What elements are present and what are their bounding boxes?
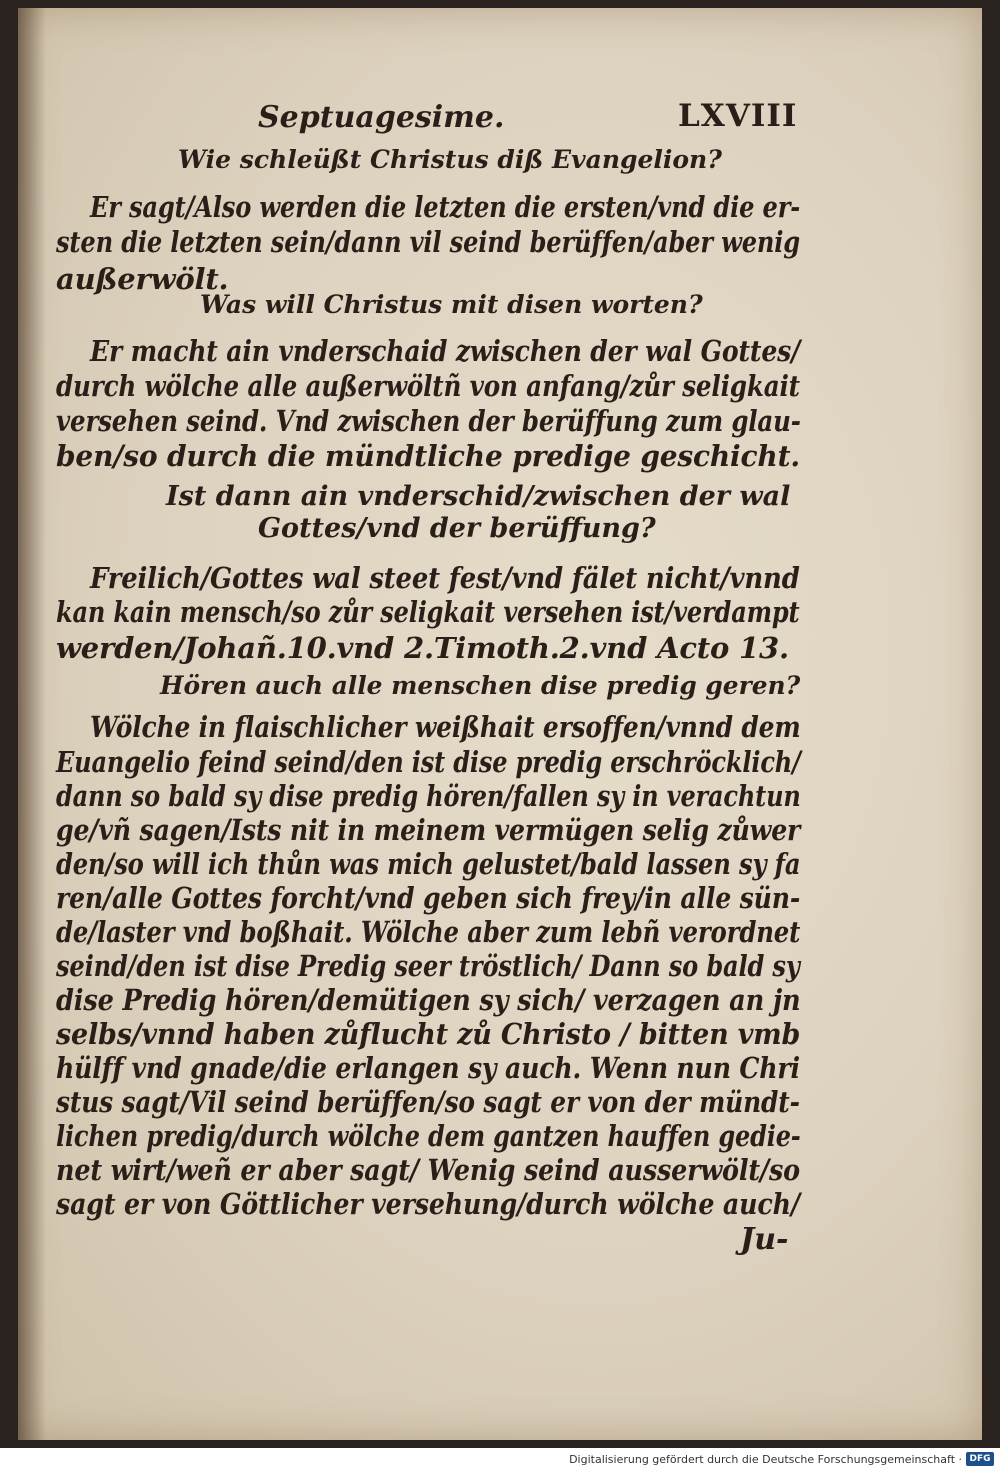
- page-gutter-shadow: [18, 8, 46, 1440]
- folio-number: LXVIII: [678, 98, 798, 134]
- catchword: Ju-: [740, 1222, 789, 1257]
- text-line: stus sagt/Vil seind berüffen/so sagt er von der mündt-: [56, 1085, 800, 1119]
- text-line: selbs/vnnd haben zůflucht zů Christo / bitten vmb: [56, 1017, 801, 1051]
- text-line: durch wölche alle außerwöltñ von anfang/zůr seligkait: [56, 369, 800, 403]
- text-line: lichen predig/durch wölche dem gantzen hauffen gedie-: [56, 1119, 801, 1153]
- question-3: Ist dann ain vnderschid/zwischen der wal: [166, 481, 791, 512]
- text-line: Er macht ain vnderschaid zwischen der wal Gottes/: [90, 334, 801, 368]
- text-line: ge/vñ sagen/Ists nit in meinem vermügen selig zůwer: [56, 813, 801, 847]
- text-line: außerwölt.: [56, 262, 229, 296]
- text-line: Euangelio feind seind/den ist dise predig erschröcklich/: [56, 745, 801, 779]
- text-line: ren/alle Gottes forcht/vnd geben sich frey/in alle sün-: [56, 881, 801, 915]
- text-line: den/so will ich thůn was mich gelustet/bald lassen sy fa: [56, 847, 801, 881]
- text-line: dann so bald sy dise predig hören/fallen sy in verachtun: [56, 779, 801, 813]
- text-line: versehen seind. Vnd zwischen der berüffung zum glau-: [56, 404, 801, 438]
- text-line: werden/Johañ.10.vnd 2.Timoth.2.vnd Acto 13.: [56, 631, 789, 665]
- footer-credit: Digitalisierung gefördert durch die Deutsche Forschungsgemeinschaft ·: [569, 1453, 962, 1466]
- text-line: hülff vnd gnade/die erlangen sy auch. Wenn nun Chri: [56, 1051, 800, 1085]
- question-3-cont: Gottes/vnd der berüffung?: [258, 513, 656, 544]
- text-line: Er sagt/Also werden die letzten die ersten/vnd die er-: [90, 190, 801, 224]
- text-line: net wirt/weñ er aber sagt/ Wenig seind ausserwölt/so: [56, 1153, 800, 1187]
- text-line: sagt er von Göttlicher versehung/durch wölche auch/: [56, 1187, 800, 1221]
- question-4: Hören auch alle menschen dise predig geren?: [160, 671, 801, 700]
- footer-bar: [0, 1448, 1000, 1472]
- text-line: Freilich/Gottes wal steet fest/vnd fälet nicht/vnnd: [90, 561, 800, 595]
- dfg-logo: DFG: [966, 1452, 994, 1466]
- text-line: sten die letzten sein/dann vil seind berüffen/aber wenig: [56, 225, 801, 259]
- question-2: Was will Christus mit disen worten?: [200, 290, 703, 319]
- question-1: Wie schleüßt Christus diß Evangelion?: [178, 145, 722, 174]
- text-line: dise Predig hören/demütigen sy sich/ verzagen an jn: [56, 983, 801, 1017]
- text-line: seind/den ist dise Predig seer tröstlich/ Dann so bald sy: [56, 949, 800, 983]
- text-line: ben/so durch die mündtliche predige geschicht.: [56, 439, 800, 473]
- text-line: kan kain mensch/so zůr seligkait versehen ist/verdampt: [56, 595, 800, 629]
- running-head: Septuagesime.: [258, 100, 505, 135]
- text-line: de/laster vnd boßhait. Wölche aber zum lebñ verordnet: [56, 915, 801, 949]
- text-line: Wölche in flaischlicher weißhait ersoffen/vnnd dem: [90, 710, 801, 744]
